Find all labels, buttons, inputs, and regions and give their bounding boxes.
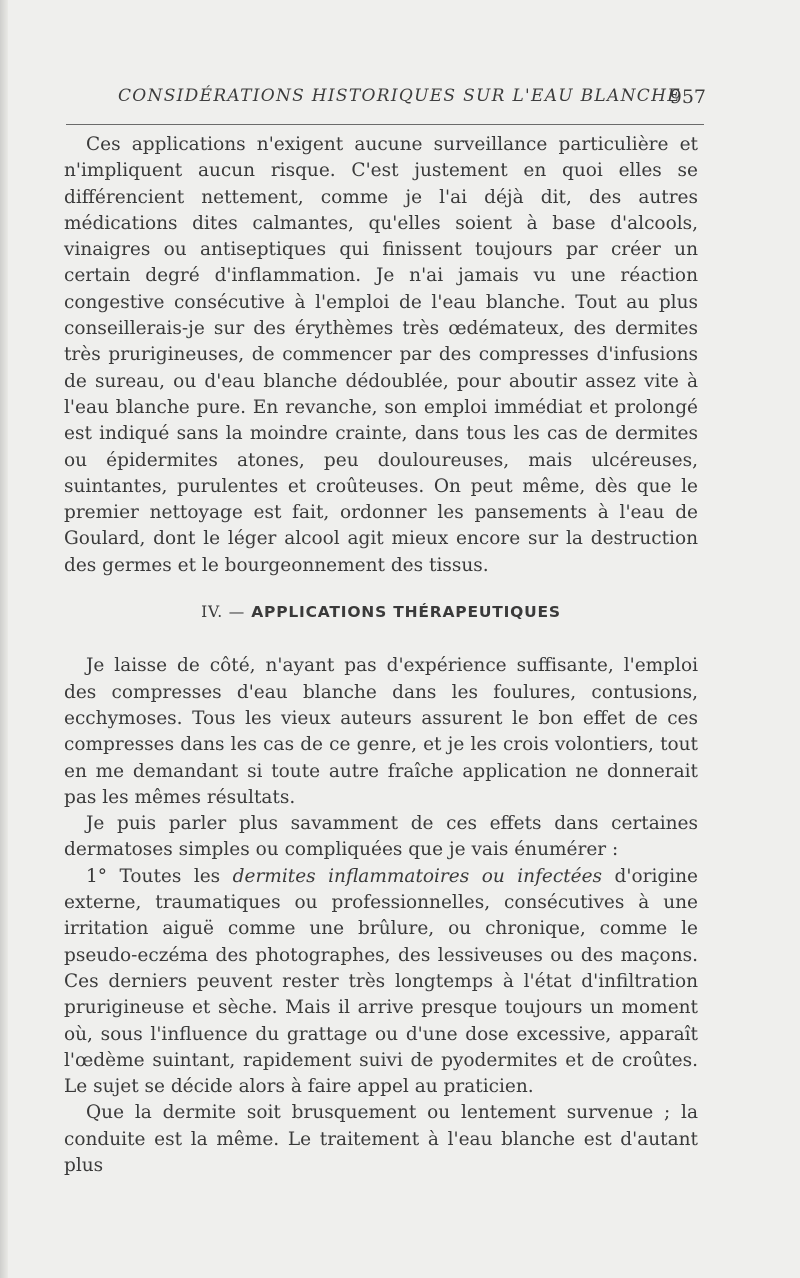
paragraph-4 [64, 864, 698, 1101]
paragraph-2: Je laisse de côté, n'ayant pas d'expérience suffisante, l'emploi des compresses d'eau blanche dans les foulures, contusions, ecchymoses. Tous les vieux auteurs assurent le bon effet de ces compresses dans les cas de ce genre, et je les crois volontiers, tout en me demandant si toute autre fraîche application ne donnerait pas les mêmes résultats. [64, 655, 698, 808]
page-header [66, 86, 706, 116]
section-heading [64, 599, 698, 625]
header-rule [66, 124, 704, 125]
page-number: 957 [669, 86, 706, 108]
page-body [64, 132, 698, 1179]
paragraph-1: Ces applications n'exigent aucune surveillance particulière et n'impliquent aucun risque. C'est justement en quoi elles se différencient nettement, comme je l'ai déjà dit, des autres médications dites calmantes, qu'elles soient à base d'alcools, vinaigres ou antiseptiques qui finissent toujours par créer un certain degré d'inflammation. Je n'ai jamais vu une réaction congestive consécutive à l'emploi de l'eau blanche. Tout au plus conseillerais-je sur des érythèmes très œdémateux, des dermites très prurigineuses, de commencer par des compresses d'infusions de sureau, ou d'eau blanche dédoublée, pour aboutir assez vite à l'eau blanche pure. En revanche, son emploi immédiat et prolongé est indiqué sans la moindre crainte, dans tous les cas de dermites ou épidermites atones, peu douloureuses, mais ulcéreuses, suintantes, purulentes et croûteuses. On peut même, dès que le premier nettoyage est fait, ordonner les pansements à l'eau de Goulard, dont le léger alcool agit mieux encore sur la destruction des germes et le bourgeonnement des tissus. [64, 134, 698, 576]
section-title: APPLICATIONS THÉRAPEUTIQUES [251, 603, 561, 622]
paragraph-3: Je puis parler plus savamment de ces effets dans certaines dermatoses simples ou compliquées que je vais énumérer : [64, 813, 698, 861]
section-number: IV. — [201, 603, 246, 622]
running-title: CONSIDÉRATIONS HISTORIQUES SUR L'EAU BLANCHE [118, 86, 681, 106]
page-edge-shadow [0, 0, 8, 1278]
paragraph-5: Que la dermite soit brusquement ou lentement survenue ; la conduite est la même. Le traitement à l'eau blanche est d'autant plus [64, 1102, 698, 1176]
paragraph-4-lead: 1° Toutes les [86, 865, 233, 887]
paragraph-4-italic: dermites inflammatoires ou infectées [232, 865, 603, 887]
paragraph-4-rest: d'origine externe, traumatiques ou professionnelles, consécutives à une irritation aiguë comme une brûlure, ou chronique, comme le pseudo-eczéma des photographes, des lessiveuses ou des maçons. Ces derniers peuvent rester très longtemps à l'état d'infiltration prurigineuse et sèche. Mais il arrive presque toujours un moment où, sous l'influence du grattage ou d'une dose excessive, apparaît l'œdème suintant, rapidement suivi de pyodermites et de croûtes. Le sujet se décide alors à faire appel au praticien. [64, 865, 698, 1098]
